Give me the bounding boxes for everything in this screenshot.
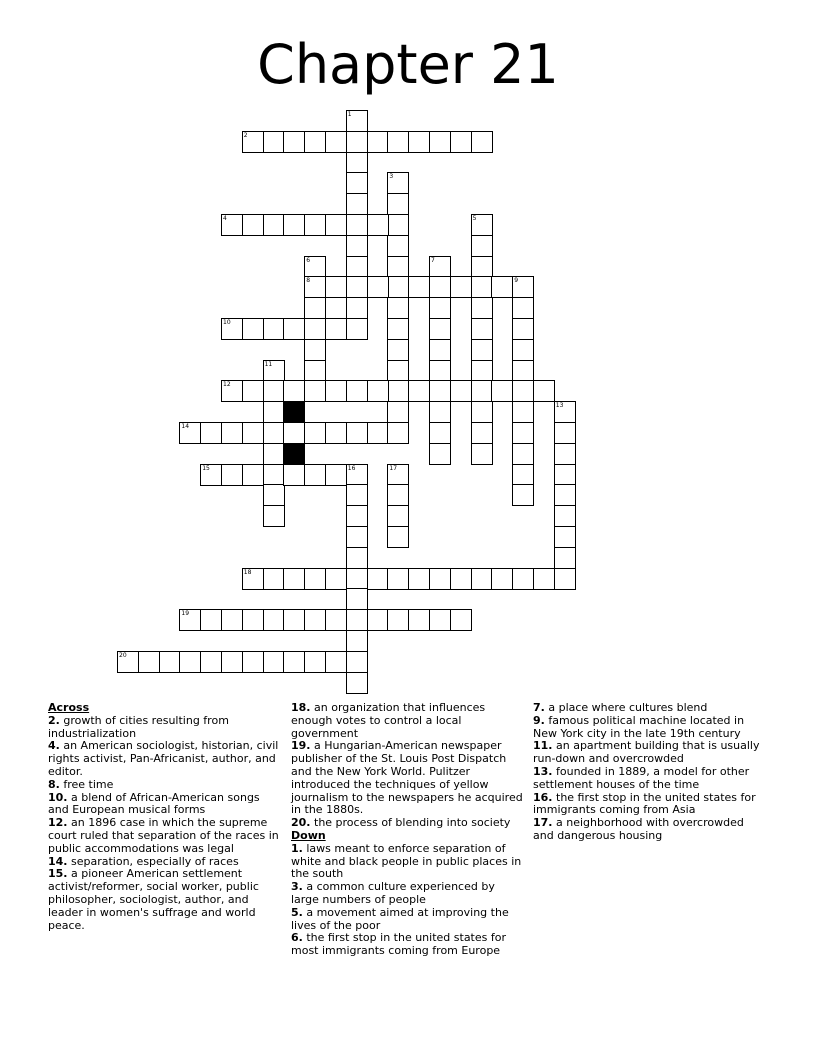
crossword-cell[interactable] xyxy=(429,297,451,319)
clue-number: 10 xyxy=(223,319,231,326)
clue-down-6: 6. the first stop in the united states for most immigrants coming from Europe xyxy=(291,931,506,958)
crossword-cell[interactable] xyxy=(325,318,347,340)
crossword-cell[interactable] xyxy=(408,380,430,402)
clue-column-2 xyxy=(291,702,523,958)
clue-across-2: 2. growth of cities resulting from industrialization xyxy=(48,713,229,740)
crossword-cell[interactable] xyxy=(263,505,285,527)
crossword-cell[interactable] xyxy=(263,318,285,340)
crossword-cell[interactable] xyxy=(346,380,368,402)
crossword-cell[interactable] xyxy=(554,443,576,465)
crossword-cell[interactable] xyxy=(304,380,326,402)
clue-number: 3 xyxy=(389,173,394,181)
crossword-cell[interactable] xyxy=(450,568,472,590)
clue-number: 18 xyxy=(243,568,252,576)
clue-number: 8 xyxy=(306,277,311,285)
crossword-cell[interactable] xyxy=(242,609,264,631)
clue-number: 5 xyxy=(472,215,477,222)
clue-column-3 xyxy=(533,702,765,843)
clue-down-9: 9. famous political machine located in New York city in the late 19th century xyxy=(533,713,745,740)
page-title: Chapter 21 xyxy=(257,33,559,96)
crossword-cell[interactable] xyxy=(242,214,264,236)
crossword-cell[interactable] xyxy=(304,214,326,236)
crossword-cell[interactable] xyxy=(346,630,368,652)
crossword-cell[interactable] xyxy=(554,464,576,486)
clue-across-14: 14. separation, especially of races xyxy=(48,854,239,868)
crossword-cell[interactable] xyxy=(325,609,347,631)
crossword-cell[interactable] xyxy=(512,484,534,506)
clue-number: 12 xyxy=(223,381,231,389)
clue-down-16: 16. the first stop in the united states for immigrants coming from Asia xyxy=(533,790,756,817)
crossword-cell[interactable] xyxy=(512,360,534,382)
crossword-cell[interactable] xyxy=(304,422,326,444)
crossword-cell[interactable] xyxy=(304,464,326,486)
crossword-cell[interactable] xyxy=(221,422,243,444)
crossword-cell[interactable] xyxy=(263,484,285,506)
crossword-cell[interactable] xyxy=(263,422,285,444)
crossword-cell[interactable] xyxy=(471,297,493,319)
crossword-cell[interactable] xyxy=(512,339,534,361)
crossword-cell[interactable] xyxy=(387,609,409,631)
crossword-cell[interactable] xyxy=(367,422,389,444)
clue-column-1 xyxy=(48,702,280,932)
clue-down-1: 1. laws meant to enforce separation of white and black people in public places in the south xyxy=(291,841,522,881)
crossword-cell[interactable] xyxy=(471,360,493,382)
clue-down-3: 3. a common culture experienced by large numbers of people xyxy=(291,880,495,906)
crossword-cell[interactable] xyxy=(283,651,305,673)
crossword-cell[interactable] xyxy=(159,651,181,673)
crossword-cell[interactable] xyxy=(200,609,222,631)
crossword-cell[interactable] xyxy=(304,131,326,153)
crossword-cell[interactable] xyxy=(367,131,389,153)
crossword-cell[interactable] xyxy=(346,256,368,278)
crossword-cell[interactable] xyxy=(283,318,305,340)
clue-across-4: 4. an American sociologist, historian, civil rights activist, Pan-Africanist, author, and editor. xyxy=(48,739,279,778)
crossword-cell[interactable] xyxy=(283,380,305,402)
crossword-cell[interactable] xyxy=(283,214,305,236)
crossword-cell[interactable] xyxy=(554,547,576,569)
crossword-cell[interactable] xyxy=(491,568,513,590)
crossword-cell[interactable] xyxy=(429,360,451,382)
crossword-cell[interactable] xyxy=(346,568,368,590)
crossword-cell[interactable] xyxy=(387,318,409,340)
crossword-cell[interactable] xyxy=(346,276,368,298)
crossword-cell[interactable] xyxy=(471,443,493,465)
crossword-cell[interactable] xyxy=(325,464,347,486)
clue-number: 4 xyxy=(223,215,227,222)
crossword-cell[interactable] xyxy=(387,505,409,527)
crossword-cell[interactable] xyxy=(304,318,326,340)
clue-across-18: 18. an organization that influences enough votes to control a local government xyxy=(291,701,486,740)
crossword-cell[interactable] xyxy=(429,131,451,153)
crossword-cell[interactable] xyxy=(408,276,430,298)
crossword-cell[interactable] xyxy=(138,651,160,673)
crossword-cell[interactable] xyxy=(533,568,555,590)
crossword-cell[interactable] xyxy=(263,214,285,236)
crossword-cell[interactable] xyxy=(263,609,285,631)
clue-number: 20 xyxy=(119,651,127,659)
across-heading: Across xyxy=(48,701,90,714)
crossword-cell[interactable] xyxy=(429,422,451,444)
crossword-cell[interactable] xyxy=(491,380,513,402)
crossword-cell[interactable] xyxy=(346,651,368,673)
crossword-cell[interactable] xyxy=(346,672,368,694)
crossword-cell[interactable] xyxy=(304,651,326,673)
crossword-cell[interactable] xyxy=(387,297,409,319)
crossword-cell[interactable] xyxy=(325,131,347,153)
crossword-cell[interactable] xyxy=(304,339,326,361)
crossword-cell[interactable] xyxy=(387,422,409,444)
crossword-cell[interactable] xyxy=(346,172,368,194)
crossword-black-cell xyxy=(283,401,305,423)
crossword-cell[interactable] xyxy=(429,443,451,465)
clue-down-5: 5. a movement aimed at improving the lives of the poor xyxy=(291,905,509,932)
crossword-cell[interactable] xyxy=(200,422,222,444)
crossword-cell[interactable] xyxy=(387,131,409,153)
clue-number: 16 xyxy=(347,464,356,472)
crossword-cell[interactable] xyxy=(387,484,409,506)
crossword-cell[interactable] xyxy=(346,193,368,215)
crossword-black-cell xyxy=(283,443,305,465)
crossword-cell[interactable] xyxy=(387,360,409,382)
crossword-cell[interactable] xyxy=(471,339,493,361)
crossword-cell[interactable] xyxy=(200,651,222,673)
crossword-cell[interactable] xyxy=(346,588,368,610)
crossword-cell[interactable] xyxy=(263,380,285,402)
clue-number: 13 xyxy=(555,402,564,410)
crossword-cell[interactable] xyxy=(325,276,347,298)
crossword-cell[interactable] xyxy=(387,380,409,402)
clue-number: 19 xyxy=(181,610,190,618)
clue-number: 6 xyxy=(306,256,311,264)
crossword-cell[interactable] xyxy=(263,464,285,486)
crossword-cell[interactable] xyxy=(387,235,409,257)
clue-across-20: 20. the process of blending into society xyxy=(291,816,511,830)
crossword-cell[interactable] xyxy=(429,339,451,361)
crossword-cell[interactable] xyxy=(346,422,368,444)
crossword-cell[interactable] xyxy=(387,568,409,590)
crossword-cell[interactable] xyxy=(429,401,451,423)
crossword-cell[interactable] xyxy=(263,651,285,673)
crossword-cell[interactable] xyxy=(242,651,264,673)
crossword-cell[interactable] xyxy=(325,380,347,402)
crossword-cell[interactable] xyxy=(283,609,305,631)
clue-number: 14 xyxy=(181,423,190,430)
crossword-cell[interactable] xyxy=(387,256,409,278)
crossword-cell[interactable] xyxy=(367,214,389,236)
crossword-cell[interactable] xyxy=(554,568,576,590)
crossword-cell[interactable] xyxy=(554,505,576,527)
crossword-cell[interactable] xyxy=(346,484,368,506)
clue-across-15: 15. a pioneer American settlement activist/reformer, social worker, public philosopher, sociologist, author, and leader in women's suffrage and world peace. xyxy=(48,867,259,932)
clue-number: 7 xyxy=(431,256,435,264)
crossword-cell[interactable] xyxy=(512,422,534,444)
crossword-cell[interactable] xyxy=(387,526,409,548)
crossword-cell[interactable] xyxy=(554,422,576,444)
crossword-cell[interactable] xyxy=(450,131,472,153)
crossword-cell[interactable] xyxy=(346,526,368,548)
crossword-cell[interactable] xyxy=(471,235,493,257)
crossword-cell[interactable] xyxy=(429,276,451,298)
crossword-cell[interactable] xyxy=(471,568,493,590)
crossword-cell[interactable] xyxy=(221,464,243,486)
crossword-cell[interactable] xyxy=(221,609,243,631)
clue-number: 11 xyxy=(264,360,273,368)
crossword-cell[interactable] xyxy=(408,609,430,631)
crossword-cell[interactable] xyxy=(450,609,472,631)
clue-number: 2 xyxy=(243,131,248,139)
crossword-cell[interactable] xyxy=(367,609,389,631)
crossword-cell[interactable] xyxy=(471,131,493,153)
crossword-cell[interactable] xyxy=(512,401,534,423)
crossword-cell[interactable] xyxy=(304,609,326,631)
crossword-cell[interactable] xyxy=(429,380,451,402)
clue-across-19: 19. a Hungarian-American newspaper publisher of the St. Louis Post Dispatch and the New York World. Pulitzer introduced the techniques of yellow journalism to the newspapers he acquired in the 1880s. xyxy=(291,739,523,817)
crossword-cell[interactable] xyxy=(367,276,389,298)
crossword-cell[interactable] xyxy=(429,609,451,631)
crossword-cell[interactable] xyxy=(283,568,305,590)
crossword-cell[interactable] xyxy=(471,422,493,444)
crossword-cell[interactable] xyxy=(512,318,534,340)
clue-number: 17 xyxy=(389,464,398,472)
crossword-cell[interactable] xyxy=(533,380,555,402)
crossword-cell[interactable] xyxy=(471,256,493,278)
crossword-cell[interactable] xyxy=(512,568,534,590)
crossword-cell[interactable] xyxy=(346,505,368,527)
crossword-cell[interactable] xyxy=(325,422,347,444)
crossword-cell[interactable] xyxy=(387,339,409,361)
crossword-cell[interactable] xyxy=(387,401,409,423)
clue-number: 15 xyxy=(202,464,210,472)
crossword-cell[interactable] xyxy=(512,443,534,465)
crossword-cell[interactable] xyxy=(429,568,451,590)
crossword-cell[interactable] xyxy=(304,360,326,382)
crossword-cell[interactable] xyxy=(304,568,326,590)
crossword-cell[interactable] xyxy=(242,422,264,444)
crossword-cell[interactable] xyxy=(346,609,368,631)
crossword-cell[interactable] xyxy=(450,276,472,298)
crossword-cell[interactable] xyxy=(346,235,368,257)
down-heading: Down xyxy=(291,828,326,842)
crossword-cell[interactable] xyxy=(367,568,389,590)
crossword-cell[interactable] xyxy=(283,131,305,153)
crossword-cell[interactable] xyxy=(283,422,305,444)
crossword-cell[interactable] xyxy=(346,547,368,569)
crossword-cell[interactable] xyxy=(325,651,347,673)
crossword-cell[interactable] xyxy=(387,193,409,215)
crossword-cell[interactable] xyxy=(387,276,409,298)
crossword-cell[interactable] xyxy=(554,484,576,506)
crossword-cell[interactable] xyxy=(346,131,368,153)
crossword-cell[interactable] xyxy=(408,131,430,153)
crossword-cell[interactable] xyxy=(325,214,347,236)
crossword-cell[interactable] xyxy=(512,297,534,319)
crossword-cell[interactable] xyxy=(346,152,368,174)
clue-across-8: 8. free time xyxy=(48,777,114,791)
crossword-cell[interactable] xyxy=(242,318,264,340)
crossword-cell[interactable] xyxy=(325,568,347,590)
crossword-cell[interactable] xyxy=(346,214,368,236)
crossword-cell[interactable] xyxy=(221,651,243,673)
crossword-cell[interactable] xyxy=(471,380,493,402)
crossword-cell[interactable] xyxy=(429,318,451,340)
crossword-cell[interactable] xyxy=(471,401,493,423)
crossword-cell[interactable] xyxy=(450,380,472,402)
crossword-cell[interactable] xyxy=(471,276,493,298)
clue-down-7: 7. a place where cultures blend xyxy=(533,701,708,714)
clue-across-12: 12. an 1896 case in which the supreme court ruled that separation of the races in public accommodations was legal xyxy=(48,816,279,855)
crossword-cell[interactable] xyxy=(304,297,326,319)
crossword-cell[interactable] xyxy=(263,131,285,153)
clue-across-10: 10. a blend of African-American songs and European musical forms xyxy=(48,790,260,817)
crossword-cell[interactable] xyxy=(283,464,305,486)
clue-down-11: 11. an apartment building that is usually run-down and overcrowded xyxy=(533,739,760,766)
crossword-cell[interactable] xyxy=(408,568,430,590)
crossword-cell[interactable] xyxy=(346,318,368,340)
crossword-cell[interactable] xyxy=(367,380,389,402)
crossword-cell[interactable] xyxy=(471,318,493,340)
clue-number: 1 xyxy=(347,111,352,118)
crossword-cell[interactable] xyxy=(263,401,285,423)
clue-down-17: 17. a neighborhood with overcrowded and dangerous housing xyxy=(533,816,744,842)
clue-number: 9 xyxy=(514,277,519,285)
crossword-cell[interactable] xyxy=(554,526,576,548)
crossword-cell[interactable] xyxy=(346,297,368,319)
crossword-cell[interactable] xyxy=(512,464,534,486)
crossword-cell[interactable] xyxy=(387,214,409,236)
crossword-cell[interactable] xyxy=(263,568,285,590)
crossword-cell[interactable] xyxy=(242,380,264,402)
crossword-cell[interactable] xyxy=(242,464,264,486)
crossword-cell[interactable] xyxy=(491,276,513,298)
crossword-cell[interactable] xyxy=(179,651,201,673)
clue-down-13: 13. founded in 1889, a model for other settlement houses of the time xyxy=(533,764,750,791)
crossword-cell[interactable] xyxy=(263,443,285,465)
crossword-cell[interactable] xyxy=(512,380,534,402)
